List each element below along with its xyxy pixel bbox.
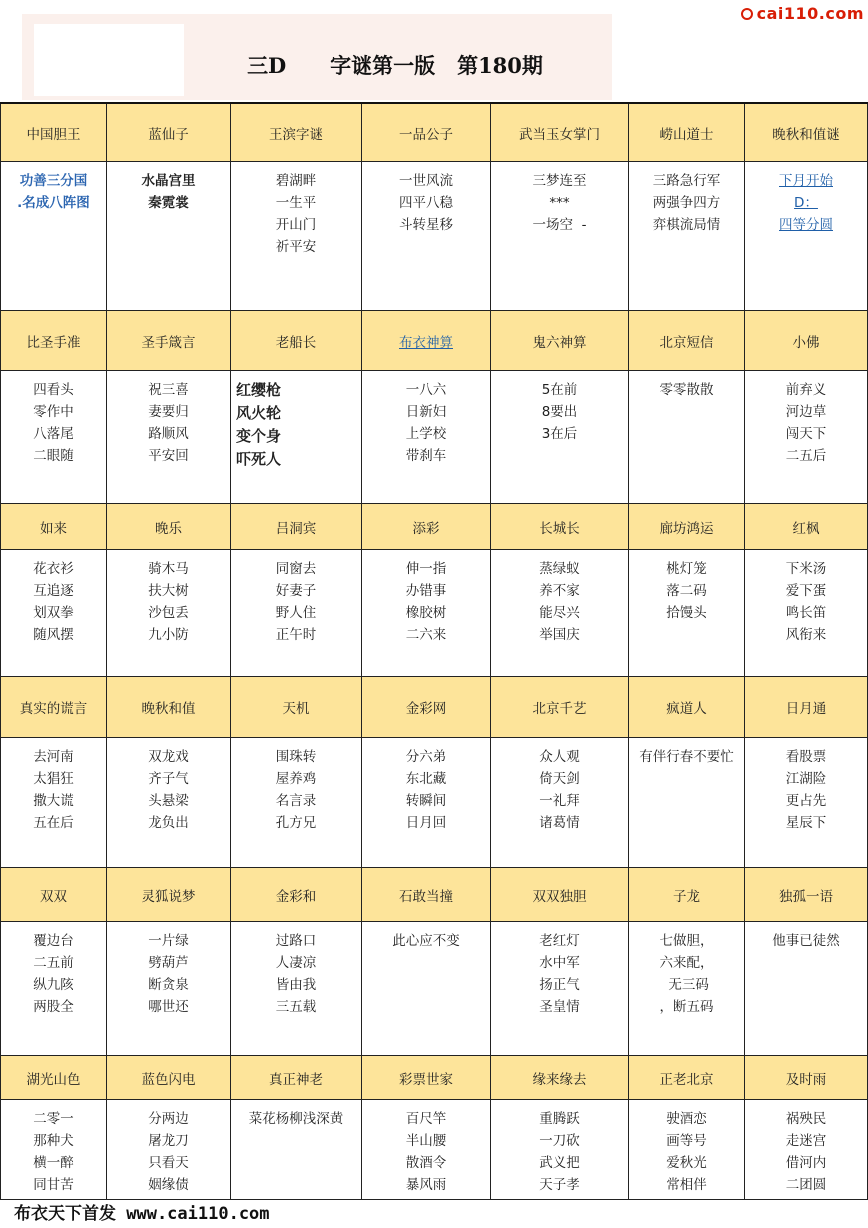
predictor-name: 晚乐 [107,504,231,550]
riddle-line: D： [794,195,818,211]
riddle-line: 双龙戏 [148,749,189,765]
riddle-line: 举国庆 [539,627,580,643]
predictor-name: 武当玉女掌门 [491,104,629,162]
riddle-text [362,550,491,677]
riddle-line: 伸一指 [405,561,447,577]
riddle-line: 开山门 [275,217,317,233]
predictor-name: 圣手箴言 [107,311,231,371]
riddle-line: 武义把 [539,1155,580,1171]
riddle-line: 二团圆 [785,1177,827,1193]
riddle-text [491,922,629,1056]
riddle-line: 哪世还 [148,999,189,1015]
riddle-line: 水晶宫里 [141,173,196,189]
riddle-line: 功善三分国 [19,173,88,189]
riddle-line: 带刹车 [405,448,447,464]
riddle-line: 驶酒恋 [666,1111,707,1127]
riddle-text [107,162,231,311]
riddle-line: 倚天剑 [539,771,580,787]
riddle-line: 分六弟 [405,749,447,765]
riddle-line: 8要出 [541,404,578,420]
riddle-text [0,371,107,504]
riddle-text[interactable] [745,162,868,311]
riddle-line: 鸣长笛 [785,605,827,621]
riddle-line: 去河南 [33,749,74,765]
riddle-line: 前弃义 [785,382,827,398]
riddle-line: 重腾跃 [539,1111,580,1127]
riddle-line: 横一醉 [33,1155,74,1171]
riddle-line: 一礼拜 [539,793,580,809]
page-title: 三D 字谜第一版 第180期 [247,53,543,78]
predictor-name: 蓝色闪电 [107,1056,231,1100]
riddle-text [629,162,745,311]
riddle-line: 龙负出 [148,815,189,831]
riddle-line: 只看天 [148,1155,189,1171]
predictor-name: 灵狐说梦 [107,868,231,922]
riddle-line: 他事已徒然 [772,933,840,949]
predictor-name: 真实的谎言 [0,677,107,738]
riddle-line: 一世风流 [399,173,453,189]
riddle-line: 江湖险 [785,771,827,787]
riddle-line: 一生平 [275,195,317,211]
riddle-text [231,738,362,868]
riddle-line: 更占先 [785,793,827,809]
riddle-line: 借河内 [785,1155,827,1171]
riddle-line: 变个身 [236,427,282,445]
riddle-line: 半山腰 [405,1133,447,1149]
riddle-line: 祈平安 [275,239,317,255]
riddle-line: 有伴行春不要忙 [639,749,734,765]
riddle-text [231,371,362,504]
riddle-line: 零作中 [33,404,74,420]
predictor-name: 北京千艺 [491,677,629,738]
predictor-name: 北京短信 [629,311,745,371]
predictor-name: 晚秋和值谜 [745,104,868,162]
riddle-line: 红缨枪 [236,381,282,399]
riddle-line: 一场空 - [532,217,587,233]
riddle-line: 众人观 [539,749,580,765]
predictor-name: 疯道人 [629,677,745,738]
riddle-text [362,922,491,1056]
riddle-line: 闯天下 [785,426,827,442]
riddle-line: 四看头 [33,382,74,398]
riddle-line: 弈棋流局情 [652,217,721,233]
predictor-name: 吕洞宾 [231,504,362,550]
riddle-line: 头悬梁 [148,793,189,809]
riddle-text [629,922,745,1056]
riddle-text [0,738,107,868]
riddle-line: 扬正气 [539,977,580,993]
riddle-line: 百尺竿 [405,1111,447,1127]
riddle-line: 九小防 [148,627,189,643]
riddle-line: 骑木马 [148,561,189,577]
predictor-name: 彩票世家 [362,1056,491,1100]
riddle-line: 水中军 [539,955,580,971]
riddle-line: 那种犬 [33,1133,74,1149]
riddle-line: 圣皇情 [539,999,580,1015]
riddle-line: 齐子气 [148,771,189,787]
riddle-line: 同窗去 [275,561,317,577]
predictor-name: 崂山道士 [629,104,745,162]
page-header [0,0,868,104]
riddle-line: 扶大树 [148,583,189,599]
riddle-line: *** [549,195,570,211]
riddle-line: 转瞬间 [405,793,447,809]
riddle-line: 随风摆 [33,627,74,643]
predictor-name[interactable]: 布衣神算 [362,311,491,371]
predictor-name: 廊坊鸿运 [629,504,745,550]
riddle-line: 爱秋光 [666,1155,707,1171]
riddle-text [629,371,745,504]
riddle-text [362,1100,491,1200]
riddle-line: 三梦连至 [532,173,587,189]
riddle-line: 三路急行军 [652,173,721,189]
riddle-line: 人凄凉 [275,955,317,971]
riddle-line: 划双拳 [33,605,74,621]
riddle-line: 正午时 [275,627,317,643]
riddle-line: 皆由我 [275,977,317,993]
riddle-line: 落二码 [666,583,707,599]
riddle-text [362,738,491,868]
riddle-line: 暴风雨 [405,1177,447,1193]
riddle-line: 零零散散 [659,382,714,398]
predictor-name: 长城长 [491,504,629,550]
riddle-line: 日月回 [405,815,447,831]
riddle-line: 养不家 [539,583,580,599]
riddle-line: 二五后 [785,448,827,464]
riddle-text [491,550,629,677]
predictor-name: 缘来缘去 [491,1056,629,1100]
riddle-line: 斗转星移 [399,217,453,233]
predictor-name: 独孤一语 [745,868,868,922]
riddle-text [362,371,491,504]
riddle-line: ，断五码 [659,999,714,1015]
riddle-line: 路顺风 [148,426,189,442]
predictor-name: 日月通 [745,677,868,738]
riddle-text [629,550,745,677]
riddle-line: 八落尾 [33,426,74,442]
riddle-text [745,550,868,677]
riddle-line: 一片绿 [148,933,189,949]
riddle-line: 分两边 [148,1111,189,1127]
riddle-text [107,371,231,504]
riddle-line: 天子孝 [539,1177,580,1193]
riddle-text [745,738,868,868]
riddle-text [745,371,868,504]
riddle-line: 散酒令 [405,1155,447,1171]
riddle-line: 同甘苦 [33,1177,74,1193]
riddle-text [362,162,491,311]
riddle-line: 七做胆， [659,933,714,949]
riddle-line: 风火轮 [236,404,282,422]
predictor-name: 王滨字谜 [231,104,362,162]
riddle-line: 二六来 [405,627,447,643]
predictor-name: 如来 [0,504,107,550]
riddle-line: 东北藏 [405,771,447,787]
riddle-text [629,1100,745,1200]
riddle-text [231,922,362,1056]
riddle-line: 橡胶树 [405,605,447,621]
riddle-line: 3在后 [541,426,578,442]
riddle-line: 秦霓裳 [148,195,189,211]
predictor-name: 蓝仙子 [107,104,231,162]
predictor-name: 红枫 [745,504,868,550]
riddle-line: 能尽兴 [539,605,580,621]
riddle-line: 拾馒头 [666,605,707,621]
riddle-line: 三五载 [275,999,317,1015]
riddle-line: 互追逐 [33,583,74,599]
riddle-line: 一刀砍 [539,1133,580,1149]
riddle-line: 野人住 [275,605,317,621]
riddle-line: 二眼随 [33,448,74,464]
riddle-line: 五在后 [33,815,74,831]
riddle-text [231,162,362,311]
predictor-name: 正老北京 [629,1056,745,1100]
predictor-name: 金彩和 [231,868,362,922]
riddle-text [745,1100,868,1200]
riddle-text [0,1100,107,1200]
riddle-line: 好妻子 [275,583,317,599]
riddle-line: 风衔来 [785,627,827,643]
riddle-text [491,1100,629,1200]
riddle-line: 走迷宫 [785,1133,827,1149]
site-logo[interactable] [741,4,864,23]
riddle-text [107,550,231,677]
predictor-name: 双双 [0,868,107,922]
riddle-table [0,104,868,1200]
riddle-line: 屋养鸡 [275,771,317,787]
riddle-text [231,1100,362,1200]
riddle-line: 蒸绿蚁 [539,561,580,577]
riddle-line: 一八六 [405,382,447,398]
predictor-name: 晚秋和值 [107,677,231,738]
riddle-line: 看股票 [785,749,827,765]
riddle-line: 祝三喜 [148,382,189,398]
predictor-name: 天机 [231,677,362,738]
riddle-text [0,162,107,311]
riddle-line: 诸葛情 [539,815,580,831]
riddle-line: 菜花杨柳浅深黄 [248,1111,344,1127]
riddle-line: 花衣衫 [33,561,74,577]
riddle-line: 过路口 [275,933,317,949]
riddle-line: 办错事 [405,583,447,599]
riddle-line: 覆边台 [33,933,74,949]
predictor-name: 添彩 [362,504,491,550]
riddle-line: 撒大谎 [33,793,74,809]
riddle-line: 星辰下 [785,815,827,831]
predictor-name: 子龙 [629,868,745,922]
riddle-line: 名言录 [275,793,317,809]
riddle-line: 画等号 [666,1133,707,1149]
predictor-name: 及时雨 [745,1056,868,1100]
predictor-name: 小佛 [745,311,868,371]
riddle-text [629,738,745,868]
riddle-text [491,371,629,504]
riddle-text [491,738,629,868]
riddle-line: 妻要归 [148,404,189,420]
riddle-line: 祸殃民 [785,1111,827,1127]
riddle-line: 河边草 [785,404,827,420]
riddle-line: 两股全 [33,999,74,1015]
riddle-line: 爱下蛋 [785,583,827,599]
riddle-line: 沙包丢 [148,605,189,621]
riddle-line: 断贪泉 [148,977,189,993]
logo-icon [741,8,753,20]
riddle-text [107,738,231,868]
riddle-text [491,162,629,311]
predictor-name: 中国胆王 [0,104,107,162]
predictor-name: 双双独胆 [491,868,629,922]
riddle-line: 两强争四方 [652,195,721,211]
riddle-line: 姻缘债 [148,1177,189,1193]
riddle-line: 无三码 [664,977,709,993]
riddle-line: 屠龙刀 [148,1133,189,1149]
riddle-line: 碧湖畔 [275,173,317,189]
riddle-line: 劈葫芦 [148,955,189,971]
riddle-line: 孔方兄 [275,815,317,831]
riddle-text [0,550,107,677]
riddle-line: 常相伴 [666,1177,707,1193]
predictor-name: 老船长 [231,311,362,371]
riddle-line: 四等分圆 [779,217,833,233]
predictor-name: 湖光山色 [0,1056,107,1100]
predictor-name: 金彩网 [362,677,491,738]
logo-text: cai110.com [756,4,864,23]
predictor-name: 鬼六神算 [491,311,629,371]
riddle-line: 下米汤 [785,561,827,577]
riddle-line: 此心应不变 [392,933,460,949]
riddle-line: 四平八稳 [399,195,453,211]
riddle-line: 下月开始 [779,173,833,189]
predictor-name: 比圣手准 [0,311,107,371]
riddle-text [107,922,231,1056]
predictor-name: 一品公子 [362,104,491,162]
riddle-line: 上学校 [405,426,447,442]
riddle-line: 六来配， [659,955,714,971]
riddle-line: 吓死人 [236,450,282,468]
riddle-line: 5在前 [541,382,578,398]
riddle-line: 太猖狂 [33,771,74,787]
predictor-name: 真正神老 [231,1056,362,1100]
riddle-line: .名成八阵图 [17,195,90,211]
riddle-text [0,922,107,1056]
riddle-line: 平安回 [148,448,189,464]
riddle-line: 纵九陔 [33,977,74,993]
riddle-line: 二零一 [33,1111,74,1127]
riddle-text [745,922,868,1056]
riddle-line: 桃灯笼 [666,561,707,577]
riddle-text [231,550,362,677]
footer-watermark: 布衣天下首发 www.cai110.com [0,1200,868,1228]
riddle-line: 日新妇 [405,404,447,420]
riddle-line: 老红灯 [539,933,580,949]
predictor-name: 石敢当撞 [362,868,491,922]
riddle-line: 二五前 [33,955,74,971]
riddle-text [107,1100,231,1200]
riddle-line: 围珠转 [275,749,317,765]
